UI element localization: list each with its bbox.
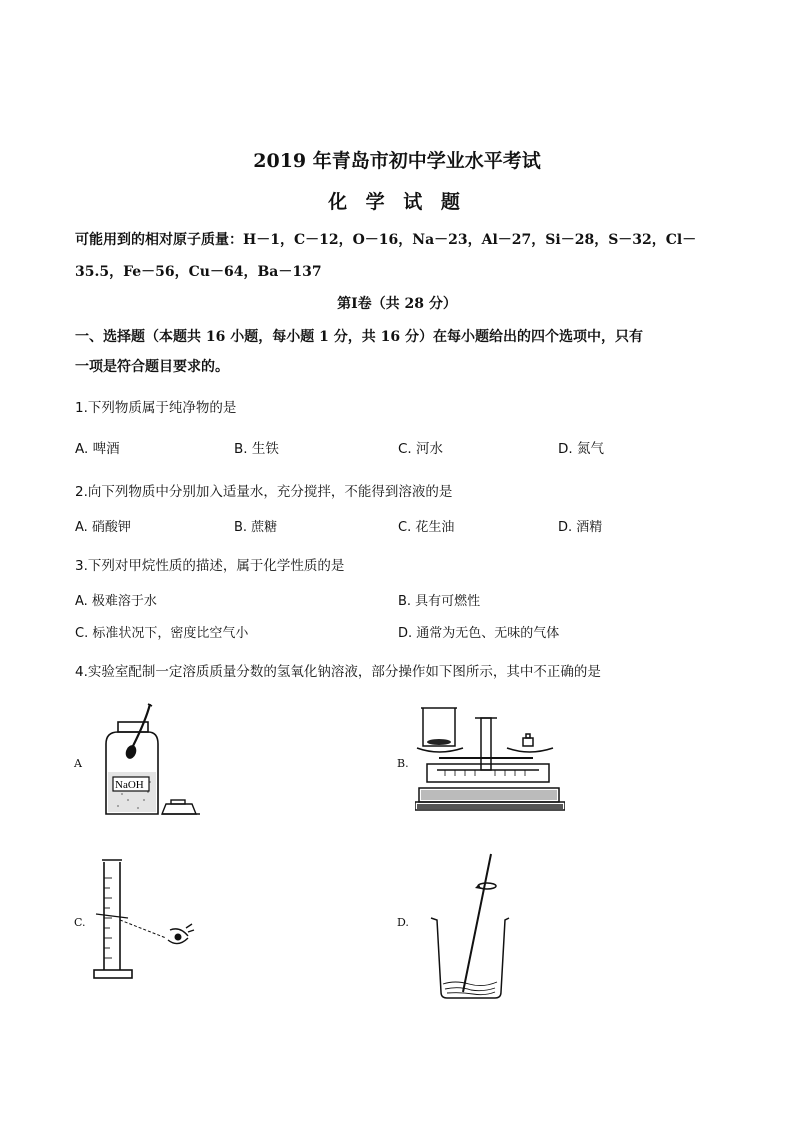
question-2-option-d: D. 酒精 bbox=[558, 520, 603, 535]
question-3-option-d: D. 通常为无色、无味的气体 bbox=[398, 626, 560, 641]
figure-a-reagent-jar bbox=[100, 700, 210, 820]
question-1-option-c: C. 河水 bbox=[398, 441, 444, 457]
question-3-option-b: B. 具有可燃性 bbox=[398, 594, 481, 609]
atomic-masses-line-1: 可能用到的相对原子质量：H－1，C－12，O－16，Na－23，Al－27，Si－28，S－32，Cl－ bbox=[75, 232, 697, 248]
figure-label-d: D. bbox=[397, 916, 409, 929]
question-3-option-a: A. 极难溶于水 bbox=[75, 594, 157, 609]
question-3-stem: 3.下列对甲烷性质的描述，属于化学性质的是 bbox=[75, 558, 345, 574]
exam-subtitle: 化 学 试 题 bbox=[328, 191, 466, 213]
question-2-option-c: C. 花生油 bbox=[398, 520, 455, 535]
question-2-option-a: A. 硝酸钾 bbox=[75, 520, 131, 535]
question-4-stem: 4.实验室配制一定溶质质量分数的氢氧化钠溶液，部分操作如下图所示，其中不正确的是 bbox=[75, 664, 601, 680]
jar-label-naoh: NaOH bbox=[115, 779, 144, 791]
section-instructions-line-1: 一、选择题（本题共 16 小题，每小题 1 分，共 16 分）在每小题给出的四个选项中，只有 bbox=[75, 329, 643, 345]
section-title: 第Ⅰ卷（共 28 分） bbox=[337, 296, 457, 312]
section-instructions-line-2: 一项是符合题目要求的。 bbox=[75, 359, 229, 375]
question-2-option-b: B. 蔗糖 bbox=[234, 520, 278, 535]
question-1-option-b: B. 生铁 bbox=[234, 441, 279, 457]
exam-title: 2019 年青岛市初中学业水平考试 bbox=[253, 150, 541, 172]
figure-label-a: A bbox=[74, 757, 82, 770]
figure-c-graduated-cylinder bbox=[90, 858, 210, 983]
figure-label-c: C. bbox=[74, 916, 86, 929]
figure-label-b: B. bbox=[397, 757, 409, 770]
question-1-option-a: A. 啤酒 bbox=[75, 441, 120, 457]
figure-d-beaker-stirring bbox=[425, 852, 525, 1002]
question-2-stem: 2.向下列物质中分别加入适量水，充分搅拌，不能得到溶液的是 bbox=[75, 484, 453, 500]
question-1-stem: 1.下列物质属于纯净物的是 bbox=[75, 400, 237, 416]
question-1-option-d: D. 氮气 bbox=[558, 441, 604, 457]
atomic-masses-line-2: 35.5，Fe－56，Cu－64，Ba－137 bbox=[75, 264, 322, 280]
question-3-option-c: C. 标准状况下，密度比空气小 bbox=[75, 626, 249, 641]
figure-b-balance bbox=[415, 700, 565, 818]
